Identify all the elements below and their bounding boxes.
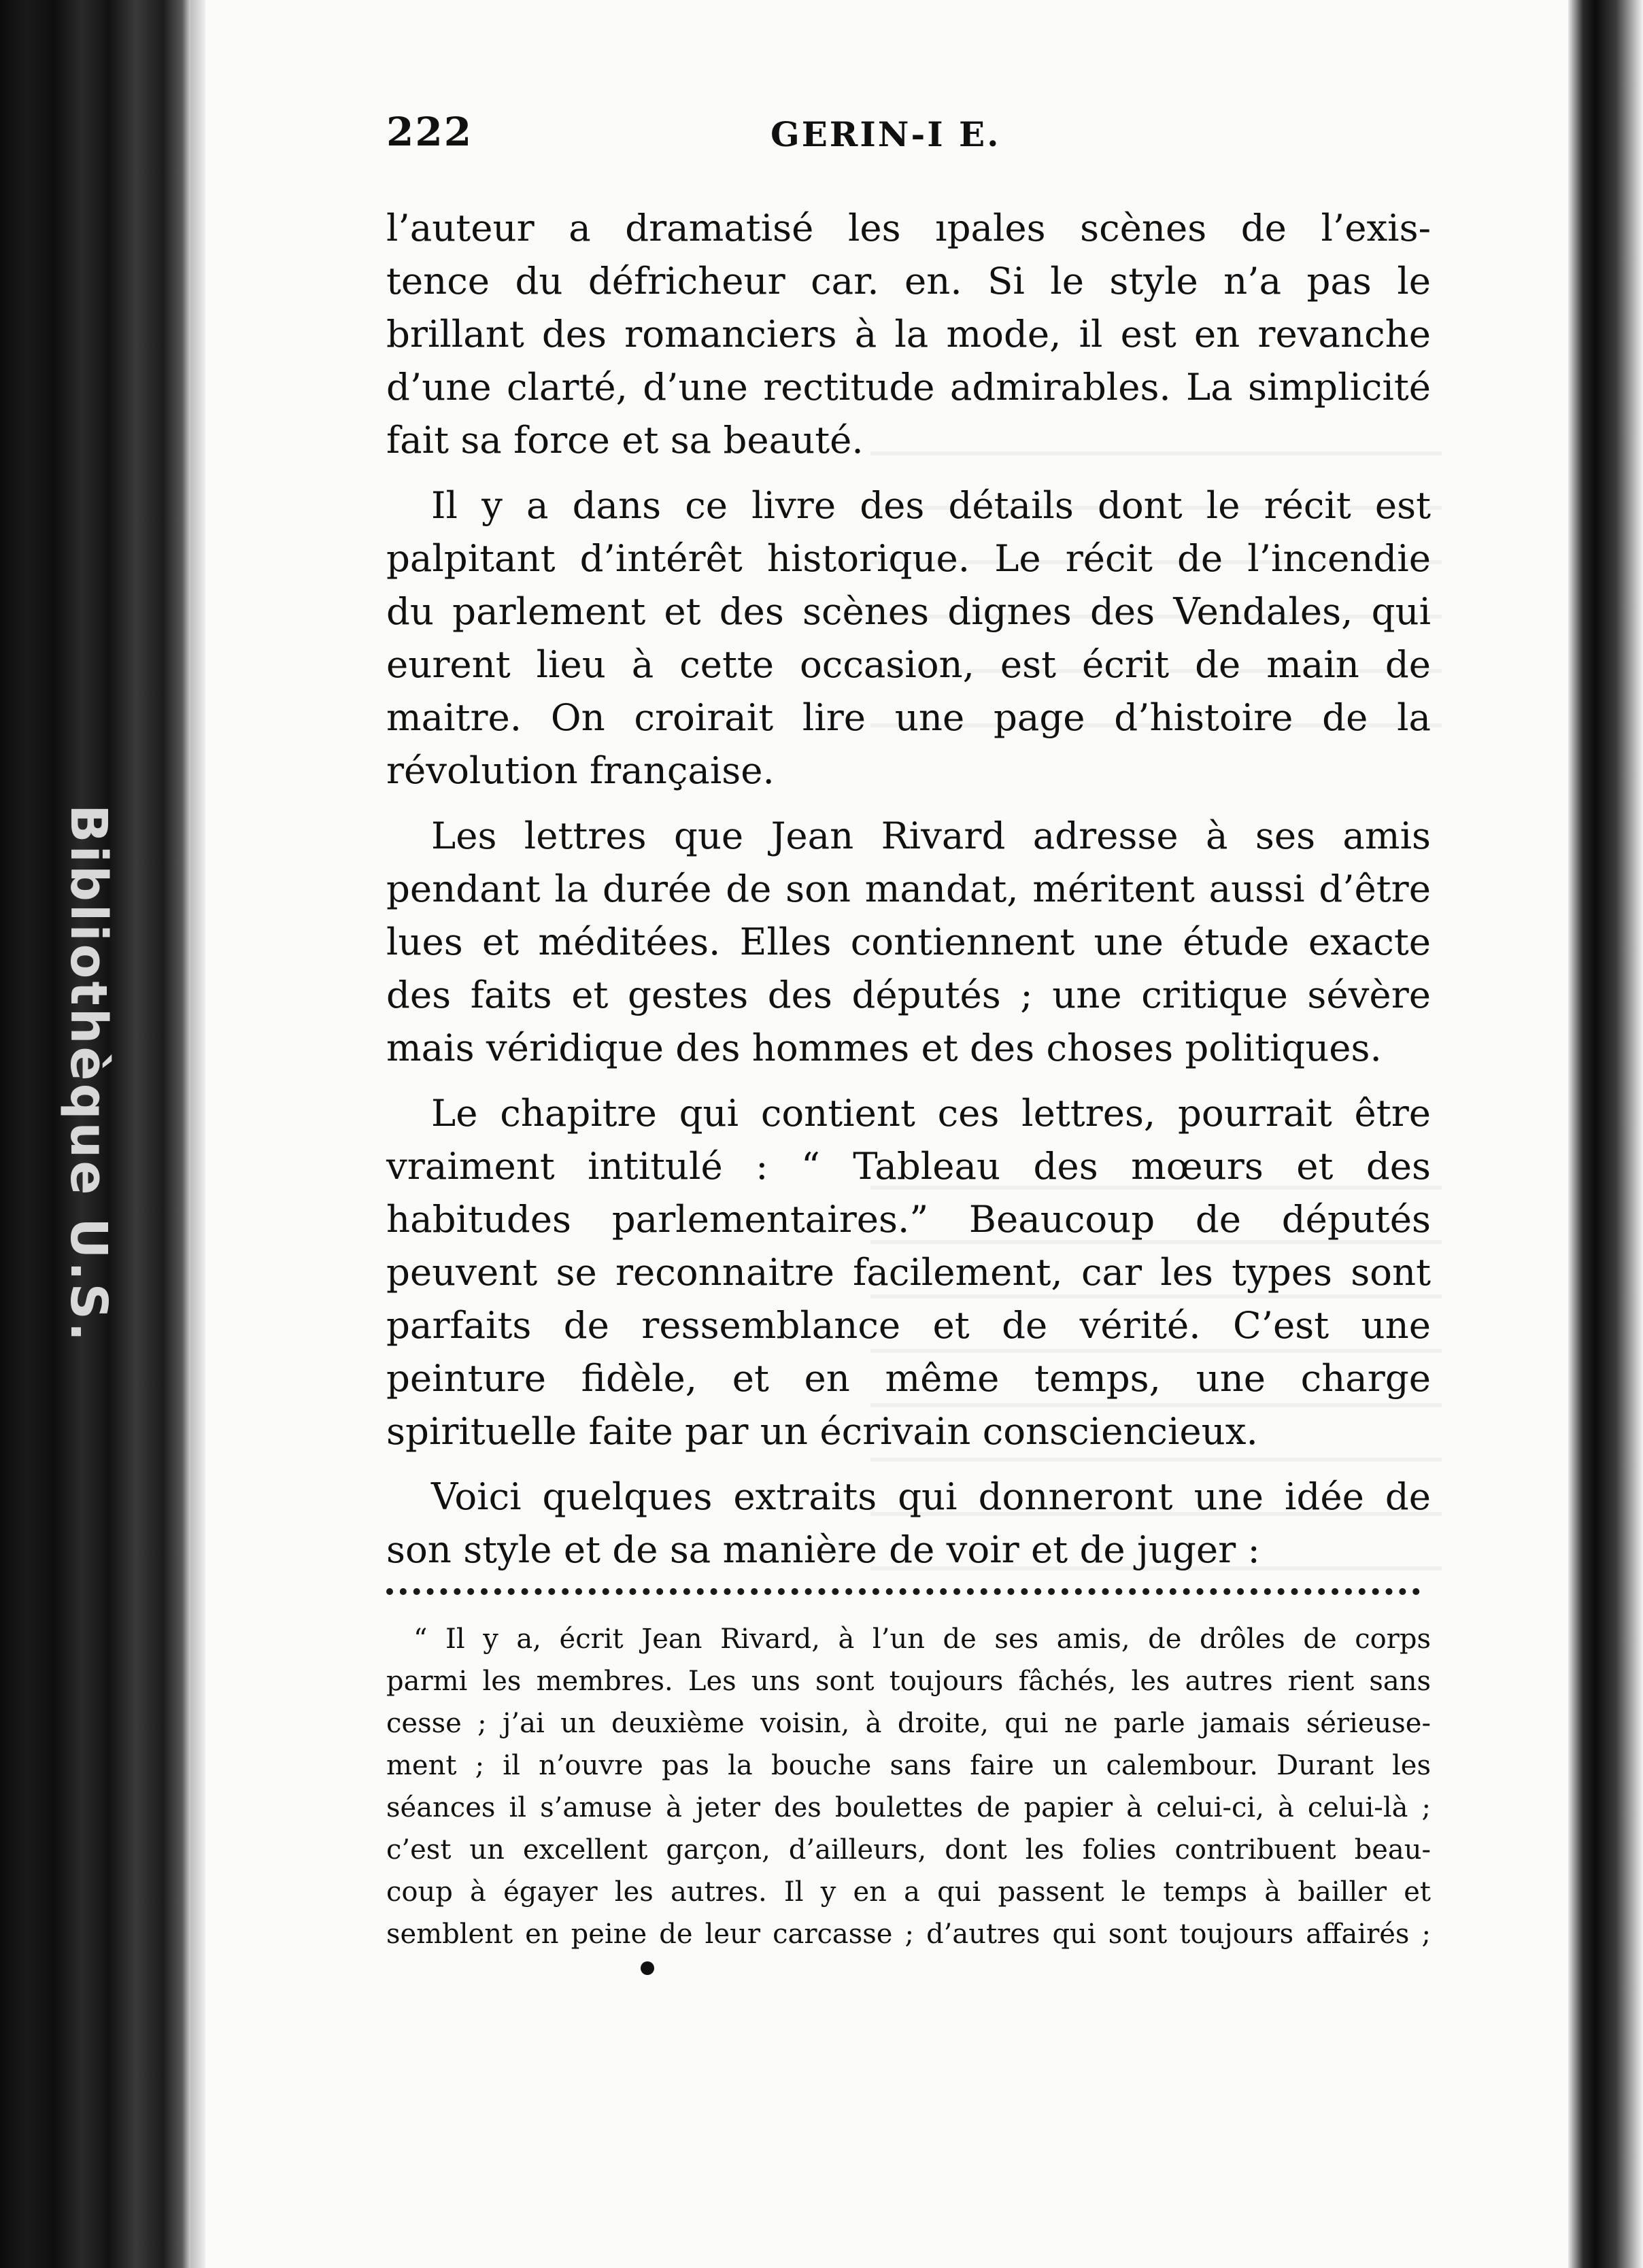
text-line: des faits et gestes des députés ; une critique sévère [386, 973, 1431, 1016]
text-line: du parlement et des scènes dignes des Vendales, qui [386, 589, 1431, 633]
paragraph [386, 809, 1431, 1074]
library-stamp [48, 802, 129, 1346]
running-head: GERIN-I E. [770, 114, 1001, 154]
text-line: mais véridique des hommes et des choses politiques. [386, 1026, 1382, 1069]
text-line: eurent lieu à cette occasion, est écrit de main de [386, 642, 1431, 686]
quote-line: c’est un excellent garçon, d’ailleurs, dont les folies contribuent beau- [386, 1834, 1431, 1866]
paragraph [386, 1086, 1431, 1458]
text-line: pendant la durée de son mandat, méritent aussi d’être [386, 867, 1431, 910]
text-line: palpitant d’intérêt historique. Le récit de l’incendie [386, 536, 1431, 580]
text-line: vraiment intitulé : “ Tableau des mœurs et des [386, 1144, 1431, 1188]
quote-line: coup à égayer les autres. Il y en a qui passent le temps à bailler et [386, 1876, 1431, 1908]
text-line: brillant des romanciers à la mode, il est en revanche [386, 312, 1431, 356]
text-line: d’une clarté, d’une rectitude admirables. La simplicité [386, 365, 1431, 409]
text-line: maitre. On croirait lire une page d’histoire de la [386, 695, 1431, 739]
quote-line: séances il s’amuse à jeter des boulettes de papier à celui-ci, à celui-là ; [386, 1792, 1431, 1823]
text-line: tence du défricheur car. en. Si le style n’a pas le [386, 259, 1431, 303]
text-line: son style et de sa manière de voir et de juger : [386, 1528, 1260, 1571]
quote-line: ment ; il n’ouvre pas la bouche sans faire un calembour. Durant les [386, 1750, 1431, 1781]
text-line: peinture fidèle, et en même temps, une charge [386, 1356, 1431, 1400]
text-line: Les lettres que Jean Rivard adresse à ses amis [431, 814, 1431, 857]
text-line: lues et méditées. Elles contiennent une étude exacte [386, 920, 1431, 963]
page-gutter-shadow [190, 0, 205, 2268]
body-text [386, 201, 1431, 1588]
page-number: 222 [386, 109, 473, 155]
text-line: Il y a dans ce livre des détails dont le récit est [431, 483, 1431, 527]
book-binding [0, 0, 190, 2268]
text-line: Voici quelques extraits qui donneront une idée de [431, 1475, 1431, 1518]
scan-right-border [1568, 0, 1643, 2268]
quote-line: parmi les membres. Les uns sont toujours fâchés, les autres rient sans [386, 1666, 1431, 1697]
quote-line: semblent en peine de leur carcasse ; d’autres qui sont toujours affairés ; [386, 1919, 1431, 1950]
quoted-extract [386, 1618, 1431, 1955]
page-header [386, 109, 1434, 163]
paragraph [386, 479, 1431, 797]
printer-mark [641, 1961, 654, 1975]
text-line: spirituelle faite par un écrivain consciencieux. [386, 1409, 1258, 1453]
text-line: révolution française. [386, 749, 775, 792]
quote-line: “ Il y a, écrit Jean Rivard, à l’un de ses amis, de drôles de corps [413, 1623, 1431, 1655]
dotted-separator [386, 1588, 1420, 1595]
text-line: fait sa force et sa beauté. [386, 418, 864, 462]
paragraph [386, 201, 1431, 466]
quote-line: cesse ; j’ai un deuxième voisin, à droite, qui ne parle jamais sérieuse- [386, 1708, 1431, 1739]
text-line: habitudes parlementaires.” Beaucoup de députés [386, 1197, 1431, 1241]
text-line: Le chapitre qui contient ces lettres, pourrait être [431, 1091, 1431, 1135]
text-line: peuvent se reconnaitre facilement, car les types sont [386, 1250, 1431, 1294]
library-stamp-text: Bibliothèque U.S. [59, 804, 118, 1344]
text-line: l’auteur a dramatisé les ıpales scènes de l’exis- [386, 206, 1431, 250]
text-line: parfaits de ressemblance et de vérité. C’est une [386, 1303, 1431, 1347]
paragraph [386, 1470, 1431, 1576]
